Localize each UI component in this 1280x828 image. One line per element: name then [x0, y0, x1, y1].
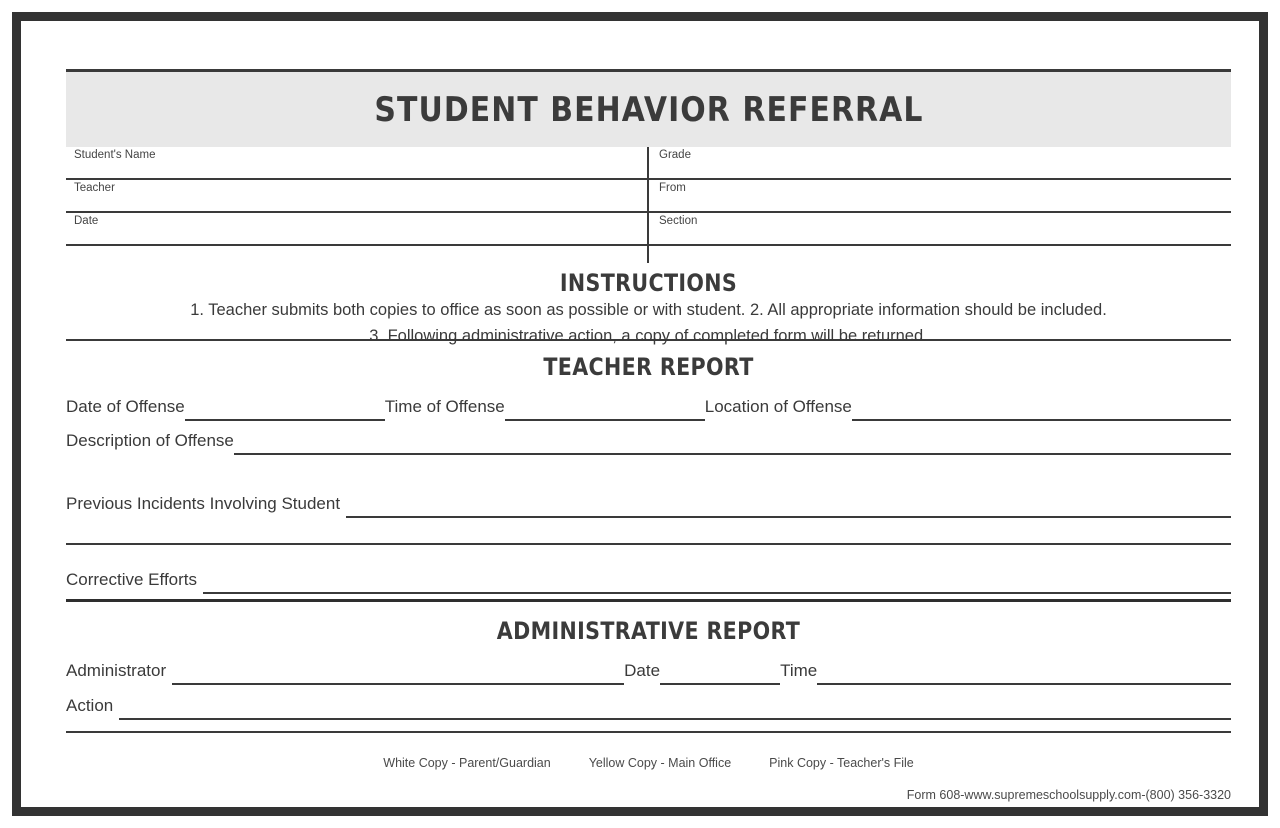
field-label-section: Section	[659, 215, 698, 227]
field-label-previous-incidents: Previous Incidents Involving Student	[66, 494, 341, 513]
copy-note-pink: Pink Copy - Teacher's File	[769, 756, 914, 770]
field-input-description-of-offense[interactable]	[234, 438, 1231, 455]
field-label-admin-date: Date	[624, 661, 661, 680]
field-label-description-of-offense: Description of Offense	[66, 431, 234, 450]
field-input-location-of-offense[interactable]	[852, 404, 1231, 421]
copy-distribution-notes	[66, 756, 1231, 770]
description-of-offense-row	[66, 431, 1231, 457]
copy-note-white: White Copy - Parent/Guardian	[383, 756, 551, 770]
action-row	[66, 696, 1231, 722]
field-input-administrator[interactable]	[172, 668, 624, 685]
identity-grid-vertical-divider	[647, 147, 649, 263]
field-label-administrator: Administrator	[66, 661, 167, 680]
page-title: STUDENT BEHAVIOR REFERRAL	[373, 89, 924, 130]
identity-fields-grid	[66, 147, 1231, 263]
form-outer-frame	[12, 12, 1268, 816]
field-student-name[interactable]	[66, 147, 647, 178]
copy-note-yellow: Yellow Copy - Main Office	[588, 756, 732, 770]
field-grade[interactable]	[647, 147, 1231, 178]
divider-below-teacher-report	[66, 599, 1231, 602]
field-label-grade: Grade	[659, 149, 691, 161]
field-label-date: Date	[74, 215, 99, 227]
field-section[interactable]	[647, 213, 1231, 244]
instruction-line-1: 1. Teacher submits both copies to office as soon as possible or with student. 2. All appropriate information should be included.	[190, 301, 1107, 319]
field-teacher[interactable]	[66, 180, 647, 211]
instructions-section	[66, 269, 1231, 349]
field-input-action[interactable]	[119, 703, 1231, 720]
form-title-banner	[66, 69, 1231, 147]
instructions-heading: INSTRUCTIONS	[559, 269, 738, 297]
field-label-location-of-offense: Location of Offense	[704, 397, 852, 416]
previous-incidents-row	[66, 494, 1231, 520]
instruction-line-2: 3. Following administrative action, a copy of completed form will be returned.	[369, 327, 928, 345]
field-input-admin-date[interactable]	[660, 668, 780, 685]
field-input-previous-incidents-line-2[interactable]	[66, 543, 1231, 545]
field-label-corrective-efforts: Corrective Efforts	[66, 570, 198, 589]
corrective-efforts-row	[66, 570, 1231, 596]
teacher-report-heading: TEACHER REPORT	[543, 353, 754, 381]
field-input-action-line-2[interactable]	[66, 731, 1231, 733]
administrator-row	[66, 661, 1231, 687]
field-input-admin-time[interactable]	[817, 668, 1231, 685]
field-label-date-of-offense: Date of Offense	[66, 397, 185, 416]
field-label-action: Action	[66, 696, 114, 715]
field-label-admin-time: Time	[780, 661, 818, 680]
field-input-previous-incidents[interactable]	[346, 501, 1231, 518]
field-from[interactable]	[647, 180, 1231, 211]
field-input-time-of-offense[interactable]	[505, 404, 705, 421]
field-label-time-of-offense: Time of Offense	[384, 397, 505, 416]
field-date[interactable]	[66, 213, 647, 244]
administrative-report-heading: ADMINISTRATIVE REPORT	[496, 617, 801, 645]
form-sheet	[21, 21, 1259, 807]
divider-below-instructions	[66, 339, 1231, 341]
offense-details-row	[66, 397, 1231, 423]
field-input-corrective-efforts[interactable]	[203, 577, 1231, 594]
form-imprint: Form 608-www.supremeschoolsupply.com-(800) 356-3320	[906, 788, 1231, 802]
field-label-student-name: Student's Name	[74, 149, 156, 161]
field-label-teacher: Teacher	[74, 182, 115, 194]
field-input-date-of-offense[interactable]	[185, 404, 385, 421]
field-label-from: From	[659, 182, 686, 194]
